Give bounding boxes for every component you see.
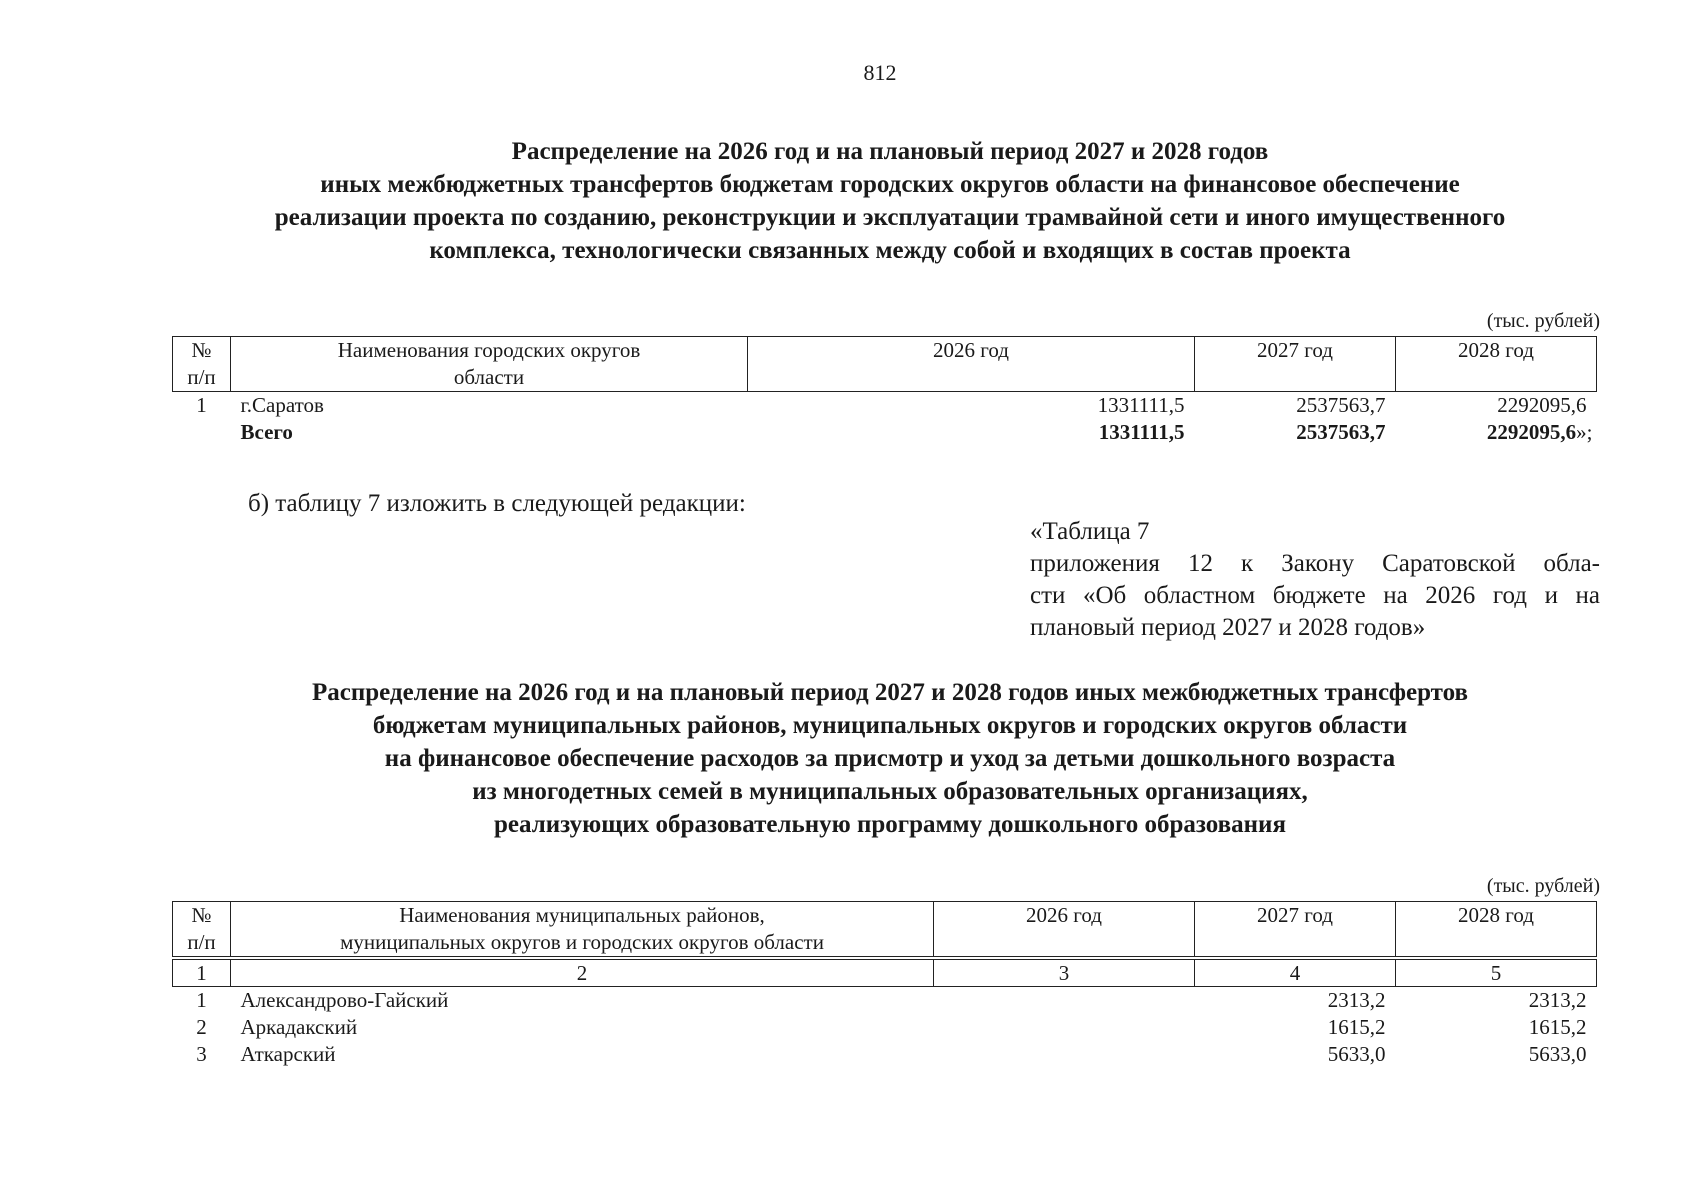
row-2027: 5633,0 <box>1327 1042 1386 1066</box>
table1 <box>172 336 1597 446</box>
annex-line: приложения 12 к Закону Саратовской обла- <box>1030 550 1600 577</box>
row-2028: 2292095,6 <box>1497 393 1587 417</box>
total-2028: 2292095,6 <box>1486 420 1577 444</box>
table1-title-line: иных межбюджетных трансфертов бюджетам городских округов области на финансовое обеспечение <box>320 171 1460 198</box>
header-num-line: № <box>191 903 212 927</box>
row-2027: 2313,2 <box>1327 988 1386 1012</box>
row-2028: 5633,0 <box>1528 1042 1587 1066</box>
row-2026: 1331111,5 <box>1097 393 1185 417</box>
header-num <box>173 337 231 392</box>
header-name <box>231 902 934 959</box>
header-name-line: муниципальных округов и городских округов области <box>340 930 824 954</box>
row-2026 <box>934 1041 1195 1068</box>
header-name-line: области <box>453 365 525 389</box>
header-2027: 2027 год <box>1195 902 1396 959</box>
header-2028: 2028 год <box>1396 337 1597 392</box>
table2-units: (тыс. рублей) <box>1486 875 1600 897</box>
table2-title <box>170 676 1610 841</box>
table-row <box>173 1041 1597 1068</box>
table1-title-line: комплекса, технологически связанных между собой и входящих в состав проекта <box>429 237 1351 264</box>
table-row <box>173 1014 1597 1041</box>
table2-title-line: Распределение на 2026 год и на плановый период 2027 и 2028 годов иных межбюджетных трансфертов <box>311 679 1469 706</box>
table2-title-line: из многодетных семей в муниципальных образовательных организациях, <box>472 778 1308 805</box>
row-num: 3 <box>196 1042 207 1066</box>
header-name-line: Наименования городских округов <box>337 338 641 362</box>
table2-title-line: на финансовое обеспечение расходов за присмотр и уход за детьми дошкольного возраста <box>384 745 1396 772</box>
column-number: 1 <box>173 958 231 987</box>
column-number: 5 <box>1396 958 1597 987</box>
header-name <box>231 337 748 392</box>
annex-line: «Таблица 7 <box>1030 518 1150 545</box>
table1-title <box>170 135 1610 267</box>
row-2028: 1615,2 <box>1528 1015 1587 1039</box>
amendment-note: б) таблицу 7 изложить в следующей редакции: <box>248 490 746 517</box>
table2 <box>172 901 1597 1068</box>
table-row <box>173 392 1597 420</box>
header-num-line: п/п <box>187 930 216 954</box>
row-name: Аткарский <box>240 1042 336 1066</box>
row-name: Аркадакский <box>240 1015 358 1039</box>
total-2027: 2537563,7 <box>1296 420 1386 444</box>
total-row <box>173 419 1597 446</box>
total-2026: 1331111,5 <box>1098 420 1185 444</box>
column-number: 2 <box>231 958 934 987</box>
row-2027: 1615,2 <box>1327 1015 1386 1039</box>
row-num: 1 <box>196 393 207 417</box>
header-num-line: п/п <box>187 365 216 389</box>
row-num: 1 <box>196 988 207 1012</box>
column-number: 4 <box>1195 958 1396 987</box>
header-2026: 2026 год <box>934 902 1195 959</box>
column-number-row <box>173 958 1597 987</box>
header-2028: 2028 год <box>1396 902 1597 959</box>
table-row <box>173 987 1597 1015</box>
row-2026 <box>934 987 1195 1015</box>
table1-title-line: Распределение на 2026 год и на плановый период 2027 и 2028 годов <box>511 138 1269 165</box>
row-2027: 2537563,7 <box>1296 393 1386 417</box>
total-num <box>173 419 231 446</box>
row-name: Александрово-Гайский <box>240 988 449 1012</box>
row-2028: 2313,2 <box>1528 988 1587 1012</box>
header-2027: 2027 год <box>1195 337 1396 392</box>
header-2026: 2026 год <box>748 337 1195 392</box>
table1-header-row <box>173 337 1597 392</box>
annex-reference <box>1030 516 1600 644</box>
total-2028-cell <box>1396 419 1597 446</box>
total-label: Всего <box>240 420 293 444</box>
table2-title-line: реализующих образовательную программу дошкольного образования <box>494 811 1286 838</box>
table1-title-line: реализации проекта по созданию, реконструкции и эксплуатации трамвайной сети и иного имущественного <box>274 204 1506 231</box>
annex-line: плановый период 2027 и 2028 годов» <box>1030 614 1426 641</box>
header-num-line: № <box>191 338 212 362</box>
row-name: г.Саратов <box>240 393 324 417</box>
page-number: 812 <box>863 60 897 85</box>
row-num: 2 <box>196 1015 207 1039</box>
table2-title-line: бюджетам муниципальных районов, муниципальных округов и городских округов области <box>372 712 1408 739</box>
row-2026 <box>934 1014 1195 1041</box>
table1-units: (тыс. рублей) <box>1486 310 1600 332</box>
column-number: 3 <box>934 958 1195 987</box>
quote-close: »; <box>1576 420 1593 444</box>
header-num <box>173 902 231 959</box>
annex-line: сти «Об областном бюджете на 2026 год и на <box>1030 582 1600 609</box>
table2-header-row <box>173 902 1597 959</box>
header-name-line: Наименования муниципальных районов, <box>399 903 765 927</box>
